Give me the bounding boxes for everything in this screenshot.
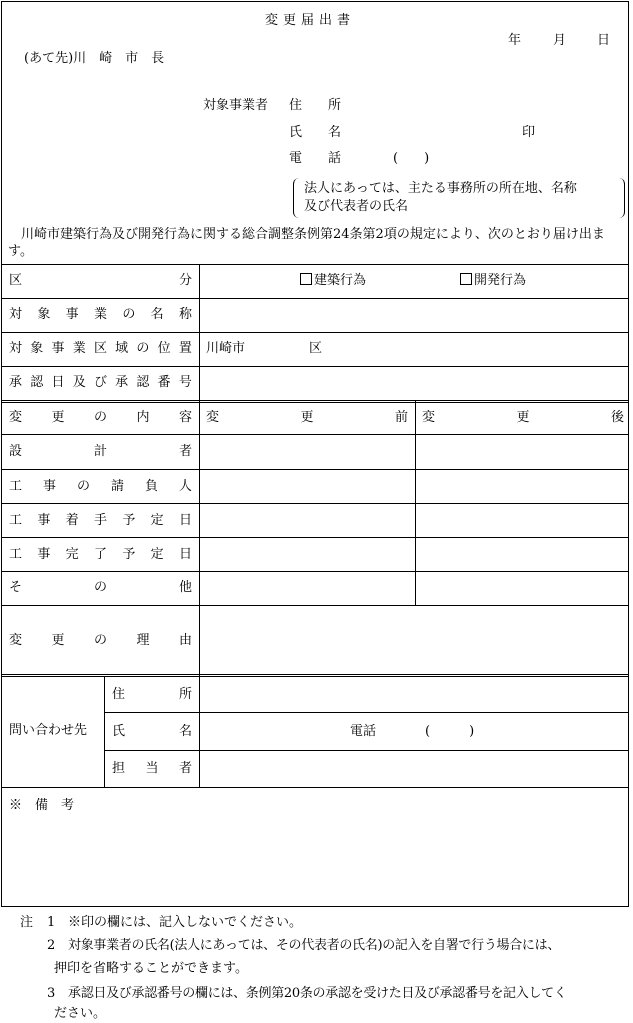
start-date-label: 工 事 着 手 予 定 日	[9, 513, 192, 528]
table-line	[1, 400, 629, 401]
date-day: 日	[597, 33, 611, 48]
contact-phone-label: 電話	[350, 724, 377, 739]
remarks-label: ※ 備 考	[9, 798, 75, 813]
declaration-text: 川崎市建築行為及び開発行為に関する総合調整条例第24条第2項の規定により、次のとおり届け出ます。	[8, 227, 605, 259]
applicant-phone-parens: ( )	[393, 151, 430, 166]
table-line	[104, 712, 629, 713]
location-city: 川崎市	[206, 341, 246, 356]
table-line	[1, 469, 629, 470]
note-3-number: 3	[47, 986, 56, 1001]
other-label: そ の 他	[9, 580, 192, 595]
contact-name-label: 氏 名	[112, 724, 192, 739]
table-line	[104, 676, 105, 787]
table-line	[1, 676, 629, 677]
corporate-note-line1: 法人にあっては、主たる事務所の所在地、名称	[304, 181, 577, 196]
reason-field[interactable]	[200, 606, 628, 674]
approval-field[interactable]	[200, 367, 628, 400]
table-line	[415, 400, 416, 605]
project-location-label: 対 象 事 業 区 域 の 位 置	[9, 341, 192, 356]
remarks-field[interactable]	[2, 790, 628, 905]
notes-heading: 注	[20, 915, 34, 930]
table-line	[199, 264, 200, 787]
note-2-text: 対象事業者の氏名(法人にあっては、その代表者の氏名)の記入を自署で行う場合には、	[68, 938, 561, 953]
reason-label: 変 更 の 理 由	[9, 633, 192, 648]
applicant-address-label: 住 所	[289, 98, 342, 113]
change-content-label: 変 更 の 内 容	[9, 410, 192, 425]
note-1-text: ※印の欄には、記入しないでください。	[68, 915, 303, 930]
note-2-continuation: 押印を省略することができます。	[54, 961, 248, 976]
development-option-label: 開発行為	[474, 273, 527, 288]
table-line	[1, 264, 629, 265]
project-name-label: 対 象 事 業 の 名 称	[9, 307, 192, 322]
table-line	[1, 571, 629, 572]
note-3-continuation: ださい。	[54, 1006, 107, 1021]
note-1-number: 1	[47, 915, 56, 930]
applicant-name-label: 氏 名	[289, 125, 342, 140]
table-line	[1, 434, 629, 435]
location-ward: 区	[309, 341, 323, 356]
building-option[interactable]	[300, 273, 366, 289]
contact-person-label: 担 当 者	[112, 761, 192, 776]
note-3-text: 承認日及び承認番号の欄には、条例第20条の承認を受けた日及び承認番号を記入してく	[68, 986, 567, 1001]
building-option-label: 建築行為	[314, 273, 367, 288]
designer-label: 設 計 者	[9, 444, 192, 459]
form-title: 変更届出書	[265, 13, 356, 28]
applicant-phone-label: 電 話	[289, 151, 342, 166]
applicant-label: 対象事業者	[203, 98, 269, 113]
category-label: 区 分	[9, 273, 192, 288]
approval-label: 承 認 日 及 び 承 認 番 号	[9, 375, 192, 390]
table-line	[104, 750, 629, 751]
after-label: 変 更 後	[422, 410, 624, 425]
contact-address-label: 住 所	[112, 687, 192, 702]
table-line	[1, 537, 629, 538]
building-checkbox[interactable]	[300, 273, 312, 285]
date-month: 月	[553, 33, 567, 48]
corporate-note-line2: 及び代表者の氏名	[304, 199, 409, 214]
contractor-label: 工 事 の 請 負 人	[9, 479, 192, 494]
table-line	[1, 402, 629, 403]
project-name-field[interactable]	[200, 299, 628, 332]
contact-phone-parens: ( )	[425, 724, 475, 739]
note-2-number: 2	[47, 938, 56, 953]
table-line	[1, 503, 629, 504]
completion-date-label: 工 事 完 了 予 定 日	[9, 547, 192, 562]
table-line	[1, 332, 629, 333]
date-year: 年	[508, 33, 522, 48]
seal-mark: 印	[522, 125, 536, 140]
development-checkbox[interactable]	[460, 273, 472, 285]
addressee: (あて先)川 崎 市 長	[24, 51, 165, 66]
development-option[interactable]	[460, 273, 526, 289]
table-line	[1, 674, 629, 675]
contact-label: 問い合わせ先	[9, 723, 88, 738]
before-label: 変 更 前	[206, 410, 408, 425]
table-line	[1, 787, 629, 788]
